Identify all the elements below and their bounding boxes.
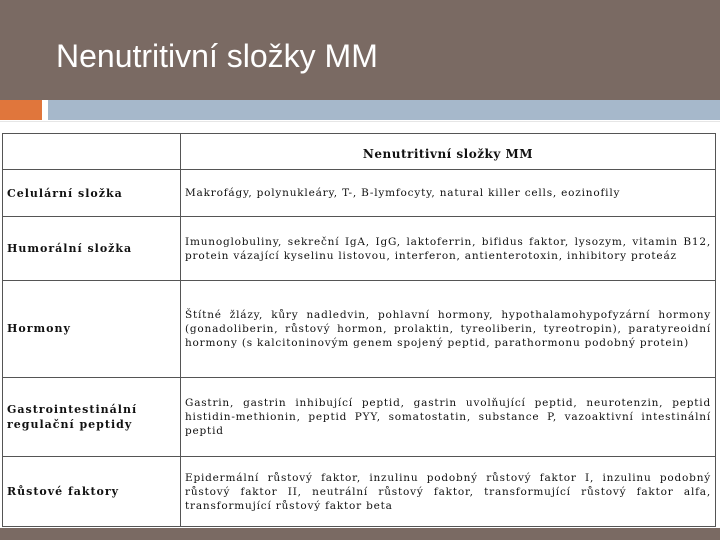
table-corner-cell bbox=[3, 134, 181, 170]
table-row bbox=[3, 169, 716, 217]
accent-bar-blue bbox=[48, 100, 720, 120]
row-label: Humorální složka bbox=[3, 217, 181, 280]
table-header: Nenutritivní složky MM bbox=[181, 134, 716, 170]
table-row bbox=[3, 280, 716, 377]
table-row bbox=[3, 378, 716, 457]
divider bbox=[0, 121, 720, 122]
table-header-row bbox=[3, 134, 716, 170]
accent-block-orange bbox=[0, 100, 42, 120]
row-description: Makrofágy, polynukleáry, T-, B-lymfocyty, natural killer cells, eozinofily bbox=[181, 169, 716, 217]
row-label: Gastrointestinální regulační peptidy bbox=[3, 378, 181, 457]
row-label: Hormony bbox=[3, 280, 181, 377]
row-label: Růstové faktory bbox=[3, 457, 181, 527]
slide-title: Nenutritivní složky MM bbox=[56, 38, 378, 74]
slide-footer-bar bbox=[0, 528, 720, 540]
row-description: Gastrin, gastrin inhibující peptid, gastrin uvolňující peptid, neurotenzin, peptid histidin-methionin, peptid PYY, somatostatin, substance P, vazoaktivní intestinální peptid bbox=[181, 378, 716, 457]
row-description: Imunoglobuliny, sekreční IgA, IgG, laktoferrin, bifidus faktor, lysozym, vitamin B12, protein vázající kyselinu listovou, interferon, antienterotoxin, inhibitory proteáz bbox=[181, 217, 716, 280]
row-description: Epidermální růstový faktor, inzulinu podobný růstový faktor I, inzulinu podobný růstový faktor II, neutrální růstový faktor, transformující růstový faktor alfa, transformující růstový faktor beta bbox=[181, 457, 716, 527]
row-label: Celulární složka bbox=[3, 169, 181, 217]
nonnutritive-components-table bbox=[2, 133, 716, 527]
table-row bbox=[3, 217, 716, 280]
table-row bbox=[3, 457, 716, 527]
row-description: Štítné žlázy, kůry nadledvin, pohlavní hormony, hypothalamohypofyzární hormony (gonadoliberin, růstový hormon, prolaktin, tyreoliberin, tyreotropin), paratyreoidní hormony (s kalcitoninovým genem spojený peptid, parathormonu podobný protein) bbox=[181, 280, 716, 377]
